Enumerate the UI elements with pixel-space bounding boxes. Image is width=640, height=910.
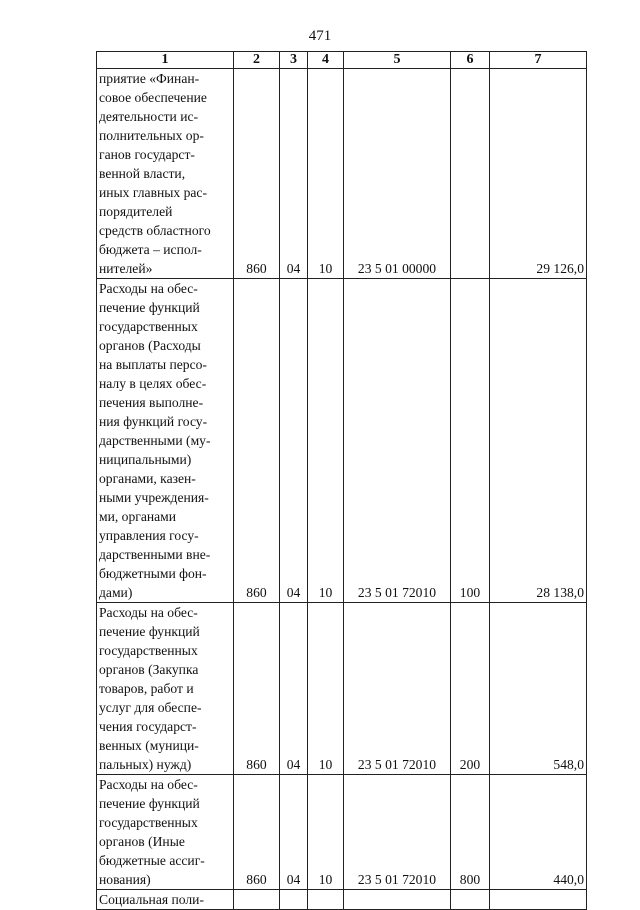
cell-subsection (308, 890, 344, 910)
cell-section: 04 (280, 603, 308, 775)
column-header: 1 (97, 52, 234, 69)
table-row (97, 69, 587, 279)
budget-table (96, 51, 587, 910)
cell-target-code: 23 5 01 72010 (344, 279, 451, 603)
table-row (97, 603, 587, 775)
column-header: 4 (308, 52, 344, 69)
cell-ministry: 860 (234, 279, 280, 603)
row-name: Расходы на обес- печение функций государственных органов (Закупка товаров, работ и услуг для обеспе- чения государст- венных (муници- пальных) нужд) (97, 603, 234, 775)
column-header: 3 (280, 52, 308, 69)
cell-amount: 548,0 (490, 603, 587, 775)
cell-ministry: 860 (234, 603, 280, 775)
cell-amount: 28 138,0 (490, 279, 587, 603)
row-name: Расходы на обес- печение функций государственных органов (Иные бюджетные ассиг- нования) (97, 775, 234, 890)
cell-target-code: 23 5 01 00000 (344, 69, 451, 279)
table-row (97, 279, 587, 603)
cell-section: 04 (280, 775, 308, 890)
page-number: 471 (308, 28, 332, 44)
table-row (97, 775, 587, 890)
cell-section: 04 (280, 69, 308, 279)
cell-amount (490, 890, 587, 910)
cell-expense-type: 800 (451, 775, 490, 890)
column-header: 7 (490, 52, 587, 69)
cell-target-code: 23 5 01 72010 (344, 603, 451, 775)
column-header: 2 (234, 52, 280, 69)
cell-expense-type (451, 890, 490, 910)
cell-expense-type: 200 (451, 603, 490, 775)
cell-amount: 29 126,0 (490, 69, 587, 279)
cell-target-code: 23 5 01 72010 (344, 775, 451, 890)
cell-ministry (234, 890, 280, 910)
row-name: приятие «Финан- совое обеспечение деятельности ис- полнительных ор- ганов государст- венной власти, иных главных рас- порядителей средств областного бюджета – испол- нителей» (97, 69, 234, 279)
table-row (97, 890, 587, 910)
cell-subsection: 10 (308, 69, 344, 279)
cell-subsection: 10 (308, 279, 344, 603)
cell-expense-type: 100 (451, 279, 490, 603)
cell-ministry: 860 (234, 775, 280, 890)
column-header: 6 (451, 52, 490, 69)
cell-expense-type (451, 69, 490, 279)
cell-section (280, 890, 308, 910)
cell-subsection: 10 (308, 775, 344, 890)
row-name: Расходы на обес- печение функций государственных органов (Расходы на выплаты персо- налу в целях обес- печения выполне- ния функций госу- дарственными (му- ниципальными) органами, казен- ными учреждения- ми, органами управления госу- дарственными вне- бюджетными фон- дами) (97, 279, 234, 603)
cell-amount: 440,0 (490, 775, 587, 890)
column-header: 5 (344, 52, 451, 69)
row-name: Социальная поли- (97, 890, 234, 910)
cell-section: 04 (280, 279, 308, 603)
table-header-row (97, 52, 587, 69)
cell-target-code (344, 890, 451, 910)
cell-ministry: 860 (234, 69, 280, 279)
cell-subsection: 10 (308, 603, 344, 775)
